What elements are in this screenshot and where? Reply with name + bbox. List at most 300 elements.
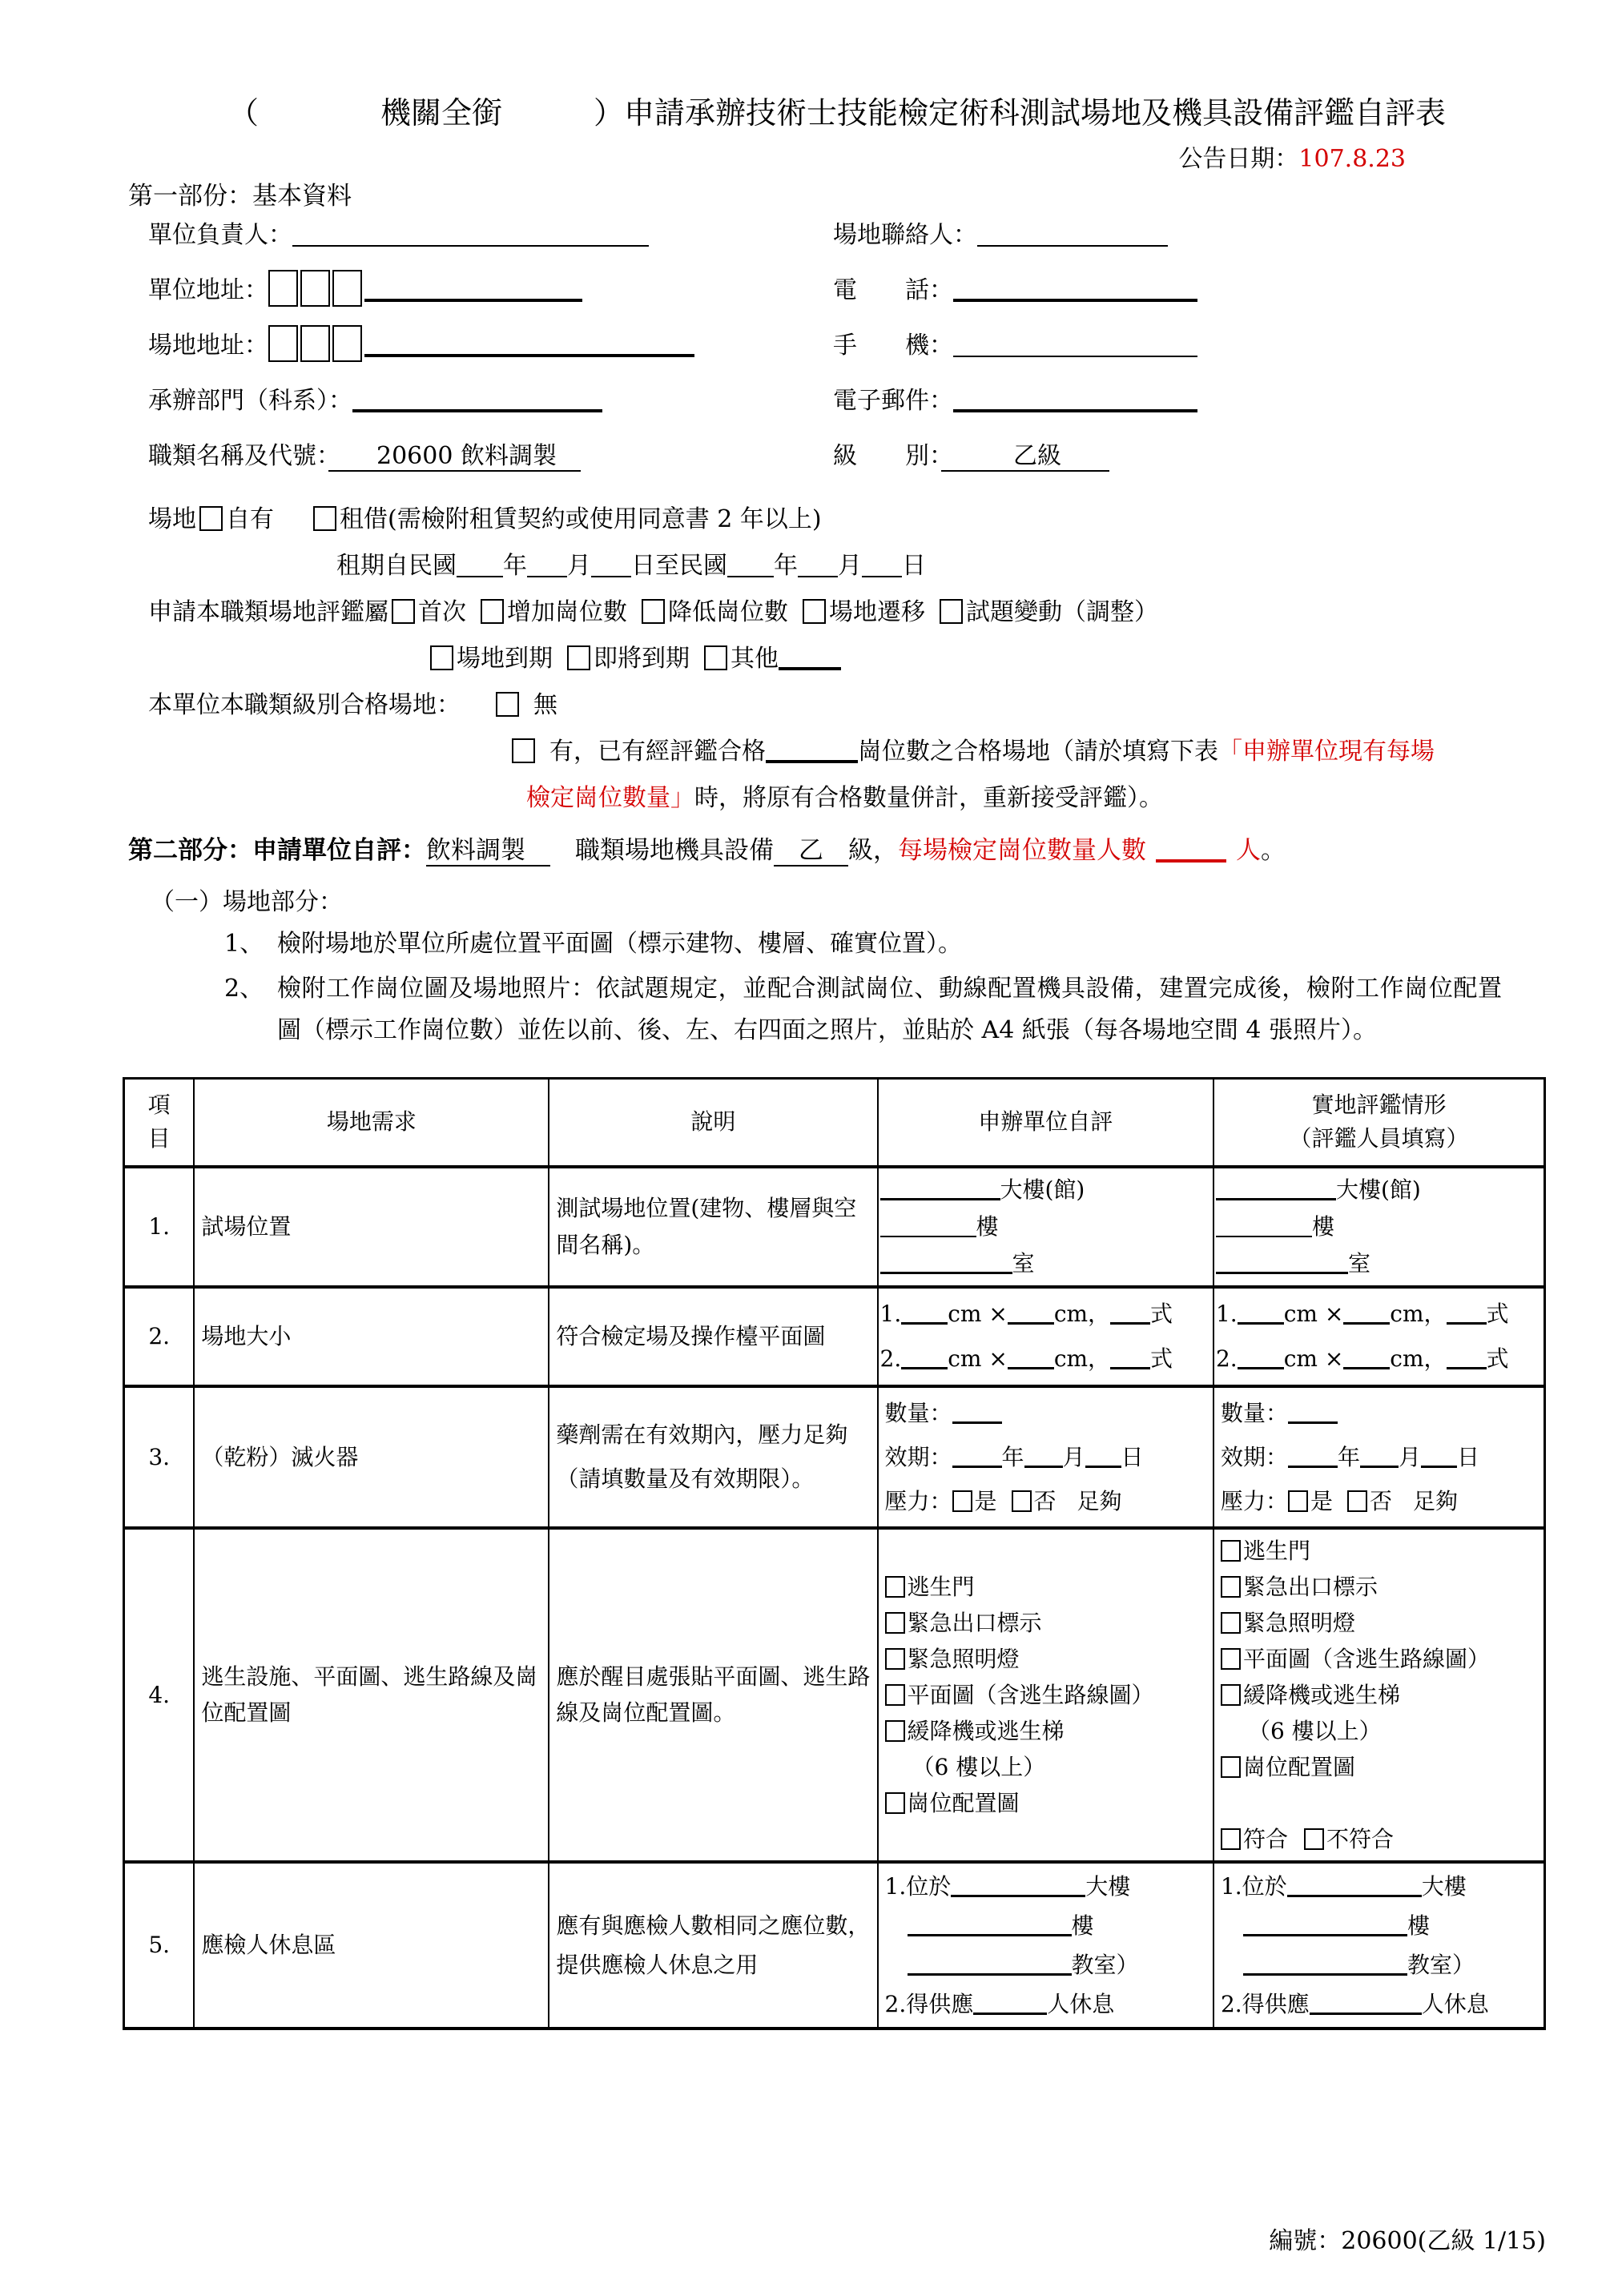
postal-code-box[interactable]	[332, 270, 362, 307]
text: 租期自民國	[336, 552, 457, 580]
form-line	[148, 595, 1546, 630]
blank-field[interactable]	[880, 1215, 976, 1237]
blank-field[interactable]	[1288, 1445, 1338, 1468]
cell-line	[1221, 1713, 1537, 1749]
announce-date-line	[128, 139, 1546, 174]
field-left	[148, 436, 833, 471]
text: 平面圖（含逃生路線圖）	[1242, 1645, 1490, 1672]
column-header: 說明	[549, 1079, 877, 1167]
cell-self-evaluation	[878, 1287, 1213, 1386]
cell-line	[1216, 1337, 1537, 1381]
blank-field[interactable]	[1287, 1874, 1422, 1897]
text: 電子郵件：	[833, 387, 953, 415]
checkbox[interactable]	[885, 1792, 905, 1814]
text: 。	[1261, 836, 1286, 865]
cell-line	[1221, 1605, 1537, 1641]
cell-line	[885, 1984, 1206, 2024]
cell-line	[1221, 1785, 1537, 1821]
table-row	[124, 1862, 1545, 2029]
red-text: 每場檢定崗位數量人數	[898, 836, 1146, 865]
postal-code-box[interactable]	[268, 325, 298, 362]
text: cm，	[1390, 1345, 1447, 1372]
text: 效期：	[1220, 1443, 1288, 1470]
cell-line	[556, 1314, 870, 1359]
text: 場地遷移	[829, 598, 925, 626]
blank-field[interactable]	[766, 736, 858, 763]
cell-line	[1221, 1533, 1537, 1569]
red-text: 人	[1236, 836, 1261, 865]
blank-field[interactable]	[1447, 1346, 1487, 1369]
text: 式	[1486, 1300, 1509, 1327]
text: 月	[1399, 1443, 1422, 1470]
cell-line	[1216, 1292, 1537, 1337]
part1-heading: 第一部份：基本資料	[128, 182, 352, 211]
spacer	[997, 1508, 1012, 1509]
cell-line	[556, 1659, 870, 1731]
checkbox[interactable]	[512, 738, 535, 763]
basic-field-row	[128, 325, 1546, 380]
text: 年	[503, 552, 527, 580]
blank-field[interactable]	[798, 552, 838, 577]
cell-requirement	[194, 1528, 549, 1862]
spacer	[466, 619, 477, 620]
cell-line	[1221, 1984, 1537, 2024]
text: 是	[1310, 1487, 1333, 1514]
checkbox[interactable]	[1221, 1756, 1241, 1778]
text: 職類名稱及代號：	[148, 442, 328, 470]
form-line	[148, 549, 1546, 584]
text: cm，	[1390, 1300, 1447, 1327]
blank-field[interactable]	[901, 1346, 948, 1369]
cell-onsite-evaluation	[1213, 1167, 1545, 1287]
text: 否	[1370, 1487, 1393, 1514]
blank-field[interactable]	[1447, 1301, 1487, 1325]
blank-field[interactable]	[1156, 835, 1226, 863]
blank-field[interactable]	[953, 332, 1197, 357]
cell-line	[885, 1435, 1206, 1479]
text: 不符合	[1326, 1825, 1394, 1852]
text: 大樓(館)	[1000, 1176, 1085, 1203]
cell-line	[885, 1605, 1206, 1641]
text: 1.	[1215, 1300, 1238, 1327]
checkbox[interactable]	[1221, 1828, 1241, 1850]
filled-value: 飲料調製	[426, 836, 550, 865]
text: 年	[1001, 1443, 1024, 1470]
cell-line	[1221, 1906, 1537, 1945]
postal-code-box[interactable]	[268, 270, 298, 307]
text: 職類場地機具設備	[550, 836, 774, 865]
text: 逃生設施、平面圖、逃生路線及崗位配置圖	[201, 1663, 538, 1726]
text: 逃生門	[1242, 1537, 1310, 1564]
text: 符合	[1242, 1825, 1288, 1852]
text: cm ×	[948, 1300, 1008, 1327]
text: 式	[1486, 1345, 1509, 1372]
spacer	[1221, 1810, 1222, 1811]
text: 應於醒目處張貼平面圖、逃生路線及崗位配置圖。	[556, 1663, 871, 1726]
postal-code-box[interactable]	[332, 325, 362, 362]
table-header-row	[124, 1079, 1545, 1167]
row-number: 5.	[124, 1862, 195, 2029]
cell-line	[1221, 1677, 1537, 1713]
postal-code-box[interactable]	[300, 325, 330, 362]
blank-field[interactable]	[1243, 1952, 1407, 1976]
item-text: 檢附工作崗位圖及場地照片：依試題規定，並配合測試崗位、動線配置機具設備，建置完成後，檢附工作崗位配置圖（標示工作崗位數）並佐以前、後、左、右四面之照片，並貼於 A4 紙張（每各場地空間 4 張照片）。	[277, 975, 1502, 1044]
checkbox[interactable]	[496, 692, 519, 717]
table-row	[124, 1287, 1545, 1386]
text: 式	[1150, 1345, 1173, 1372]
form-line	[148, 641, 1546, 677]
text: 首次	[418, 598, 466, 626]
cell-onsite-evaluation	[1213, 1528, 1545, 1862]
text: 降低崗位數	[668, 598, 788, 626]
cell-line	[1221, 1435, 1537, 1479]
checkbox[interactable]	[1288, 1490, 1308, 1512]
text: 平面圖（含逃生路線圖）	[907, 1681, 1154, 1708]
cell-onsite-evaluation	[1213, 1287, 1545, 1386]
cell-self-evaluation	[878, 1386, 1213, 1528]
text: 2.	[879, 1345, 902, 1372]
cell-line	[885, 1749, 1206, 1785]
blank-field[interactable]	[352, 385, 602, 412]
blank-field[interactable]	[952, 1445, 1002, 1468]
text: （6 樓以上）	[1247, 1717, 1382, 1744]
blank-field[interactable]	[951, 1874, 1085, 1897]
cell-line	[885, 1713, 1206, 1749]
checkbox[interactable]	[1347, 1490, 1367, 1512]
text: 數量：	[884, 1399, 952, 1426]
text: 場地大小	[201, 1322, 292, 1349]
cell-requirement	[194, 1167, 549, 1287]
cell-line	[1221, 1945, 1537, 1984]
text: cm，	[1053, 1300, 1111, 1327]
cell-line	[880, 1337, 1206, 1381]
text: 測試場地位置(建物、樓層與空間名稱)。	[556, 1194, 857, 1258]
blank-field[interactable]	[1343, 1301, 1390, 1325]
blank-field[interactable]	[880, 1251, 1012, 1274]
text: 大樓(館)	[1335, 1176, 1421, 1203]
text: 緊急出口標示	[907, 1609, 1042, 1636]
text: 大樓	[1421, 1872, 1467, 1900]
blank-field[interactable]	[527, 552, 567, 577]
text: 場地聯絡人：	[833, 221, 977, 249]
field-right	[833, 215, 1546, 250]
checkbox[interactable]	[481, 599, 504, 624]
text: 否	[1033, 1487, 1057, 1514]
column-header: 項 目	[124, 1079, 195, 1167]
cell-line	[885, 1391, 1206, 1435]
field-right	[833, 436, 1546, 471]
checkbox[interactable]	[392, 599, 415, 624]
spacer	[538, 758, 549, 759]
spacer	[1333, 1508, 1347, 1509]
row-number: 3.	[124, 1386, 195, 1528]
text: （乾粉）滅火器	[201, 1443, 359, 1470]
cell-line	[885, 1945, 1206, 1984]
row-number: 2.	[124, 1287, 195, 1386]
text: 緊急照明燈	[907, 1645, 1020, 1672]
page-footer: 編號：20600(乙級 1/15)	[1269, 2226, 1546, 2255]
text: 1.位於	[884, 1872, 952, 1900]
spacer	[788, 619, 799, 620]
basic-field-row	[128, 380, 1546, 436]
cell-line	[1216, 1172, 1537, 1208]
list-item	[224, 923, 1502, 965]
spacer	[1288, 1846, 1304, 1847]
text: 年	[1337, 1443, 1360, 1470]
checkbox[interactable]	[1221, 1540, 1241, 1562]
checkbox[interactable]	[642, 599, 665, 624]
text: 本單位本職類級別合格場地：	[148, 691, 461, 719]
spacer	[627, 619, 638, 620]
spacer	[1221, 1932, 1243, 1933]
text: 即將到期	[594, 645, 690, 673]
text: 崗位數之合格場地（請於填寫下表	[858, 738, 1218, 766]
cell-line	[885, 1641, 1206, 1677]
blank-field[interactable]	[1360, 1445, 1399, 1468]
cell-line	[556, 1413, 870, 1501]
text: 承辦部門（科系）：	[148, 387, 352, 415]
blank-field[interactable]	[1024, 1445, 1063, 1468]
blank-field[interactable]	[1310, 1992, 1422, 2015]
text: 式	[1150, 1300, 1173, 1327]
text: 場地	[148, 505, 196, 533]
blank-field[interactable]	[1216, 1215, 1312, 1237]
text: cm，	[1053, 1345, 1111, 1372]
text: 壓力：	[884, 1487, 952, 1514]
cell-line	[885, 1677, 1206, 1713]
row-number: 4.	[124, 1528, 195, 1862]
text: 月	[567, 552, 591, 580]
cell-line	[885, 1785, 1206, 1821]
text: 樓	[976, 1212, 999, 1240]
text: 電 話：	[833, 276, 953, 304]
text: 樓	[1311, 1212, 1334, 1240]
blank-field[interactable]	[953, 385, 1197, 412]
text: 足夠	[1413, 1487, 1459, 1514]
part2-heading	[128, 830, 1546, 871]
blank-field[interactable]	[880, 1177, 1000, 1200]
cell-description	[549, 1287, 877, 1386]
checkbox[interactable]	[1221, 1648, 1241, 1670]
blank-field[interactable]	[952, 1401, 1002, 1424]
text: 緊急照明燈	[1242, 1609, 1355, 1636]
checkbox[interactable]	[1221, 1576, 1241, 1598]
table-row	[124, 1528, 1545, 1862]
text: 樓	[1407, 1912, 1430, 1939]
blank-field[interactable]	[727, 552, 774, 577]
blank-field[interactable]	[364, 275, 582, 302]
text: 緊急出口標示	[1242, 1573, 1378, 1600]
checkbox[interactable]	[940, 599, 963, 624]
checkbox[interactable]	[885, 1576, 905, 1598]
checkbox[interactable]	[885, 1684, 905, 1706]
checkbox[interactable]	[1012, 1490, 1032, 1512]
cell-line	[885, 1569, 1206, 1605]
blank-field[interactable]	[953, 275, 1197, 302]
checkbox[interactable]	[1221, 1612, 1241, 1634]
basic-field-row	[128, 270, 1546, 325]
checkbox[interactable]	[803, 599, 826, 624]
blank-field[interactable]	[1216, 1177, 1336, 1200]
blank-field[interactable]	[591, 552, 631, 577]
text: cm ×	[1283, 1300, 1344, 1327]
postal-code-box[interactable]	[300, 270, 330, 307]
cell-line	[880, 1208, 1206, 1245]
basic-field-row	[128, 436, 1546, 491]
blank-field[interactable]	[973, 1992, 1047, 2015]
checkbox[interactable]	[313, 506, 336, 531]
checkbox[interactable]	[199, 506, 223, 531]
checkbox[interactable]	[885, 1648, 905, 1670]
text: 月	[1062, 1443, 1085, 1470]
spacer	[553, 665, 564, 666]
blank-field[interactable]	[779, 643, 841, 670]
basic-field-row	[128, 215, 1546, 270]
blank-field[interactable]	[908, 1952, 1072, 1976]
checkbox[interactable]	[430, 645, 453, 670]
field-right	[833, 325, 1546, 360]
text: 場地地址：	[148, 332, 268, 360]
blank-field[interactable]	[1288, 1401, 1338, 1424]
text: 大樓	[1085, 1872, 1131, 1900]
checkbox[interactable]	[567, 645, 590, 670]
postal-code-boxes[interactable]	[268, 276, 364, 304]
blank-field[interactable]	[292, 221, 649, 247]
text: 時，將原有合格數量併計，重新接受評鑑）。	[694, 784, 1163, 812]
text: 人休息	[1047, 1990, 1115, 2017]
field-left	[148, 325, 833, 362]
cell-requirement	[194, 1287, 549, 1386]
text: 級 別：	[833, 442, 941, 470]
blank-field[interactable]	[1110, 1301, 1150, 1325]
cell-line	[885, 1867, 1206, 1906]
checkbox[interactable]	[704, 645, 727, 670]
field-left	[148, 215, 833, 250]
text: 效期：	[884, 1443, 952, 1470]
spacer	[885, 1932, 908, 1933]
text: 有，已有經評鑑合格	[549, 738, 766, 766]
cell-onsite-evaluation	[1213, 1862, 1545, 2029]
blank-field[interactable]	[901, 1301, 948, 1325]
cell-line	[885, 1906, 1206, 1945]
blank-field[interactable]	[1421, 1445, 1457, 1468]
blank-field[interactable]	[1343, 1346, 1390, 1369]
text: 日至民國	[631, 552, 727, 580]
ownership-and-status-lines	[128, 502, 1546, 816]
checkbox[interactable]	[1221, 1684, 1241, 1706]
text: 2.得供應	[1220, 1990, 1310, 2017]
text: 應有與應檢人數相同之應位數，提供應檢人休息之用	[556, 1912, 871, 1978]
blank-field[interactable]	[1216, 1251, 1348, 1274]
blank-field[interactable]	[1238, 1301, 1284, 1325]
blank-field[interactable]	[1238, 1346, 1284, 1369]
spacer	[885, 1774, 912, 1775]
cell-line	[1216, 1245, 1537, 1282]
blank-field[interactable]	[977, 221, 1168, 247]
text: 增加崗位數	[507, 598, 627, 626]
cell-line	[1221, 1821, 1537, 1857]
checkbox[interactable]	[885, 1612, 905, 1634]
column-header: 場地需求	[194, 1079, 549, 1167]
text: 單位負責人：	[148, 221, 292, 249]
text: 壓力：	[1220, 1487, 1288, 1514]
cell-description	[549, 1862, 877, 2029]
text: 室	[1012, 1249, 1035, 1277]
form-line	[148, 734, 1546, 770]
filled-value: 乙級	[941, 442, 1109, 470]
text: 緩降機或逃生梯	[1242, 1681, 1400, 1708]
text: 樓	[1071, 1912, 1094, 1939]
column-header: 實地評鑑情形 （評鑑人員填寫）	[1213, 1079, 1545, 1167]
text: 人休息	[1421, 1990, 1489, 2017]
announce-date-label: 公告日期：	[1178, 145, 1299, 173]
text: 年	[774, 552, 798, 580]
checkbox[interactable]	[1304, 1828, 1324, 1850]
blank-field[interactable]	[908, 1913, 1072, 1936]
cell-line	[1221, 1867, 1537, 1906]
checkbox[interactable]	[885, 1720, 905, 1742]
cell-line	[1216, 1208, 1537, 1245]
cell-line	[1221, 1569, 1537, 1605]
text: cm ×	[948, 1345, 1008, 1372]
blank-field[interactable]	[1008, 1301, 1054, 1325]
cell-line	[201, 1659, 541, 1731]
text: 崗位配置圖	[1242, 1753, 1355, 1780]
cell-self-evaluation	[878, 1862, 1213, 2029]
blank-field[interactable]	[862, 552, 902, 577]
announce-date-value: 107.8.23	[1298, 145, 1406, 173]
cell-line	[1221, 1479, 1537, 1523]
cell-description	[549, 1386, 877, 1528]
text: 自有	[226, 505, 274, 533]
text: （6 樓以上）	[912, 1753, 1046, 1780]
form-line	[148, 781, 1546, 816]
spacer	[1392, 1508, 1413, 1509]
checkbox[interactable]	[952, 1490, 972, 1512]
text: 教室）	[1071, 1951, 1139, 1978]
item-number: 1、	[224, 930, 264, 958]
blank-field[interactable]	[1243, 1913, 1407, 1936]
blank-field[interactable]	[1085, 1445, 1121, 1468]
blank-field[interactable]	[457, 552, 503, 577]
text: 其他	[731, 645, 779, 673]
page-title: （ 機關全銜 ）申請承辦技術士技能檢定術科測試場地及機具設備評鑑自評表	[227, 95, 1446, 131]
evaluation-table	[123, 1077, 1546, 2030]
text: 手 機：	[833, 332, 953, 360]
blank-field[interactable]	[364, 330, 694, 357]
postal-code-boxes[interactable]	[268, 332, 364, 360]
cell-line	[556, 1906, 870, 1984]
field-right	[833, 380, 1546, 416]
text: 藥劑需在有效期內，壓力足夠（請填數量及有效期限）。	[556, 1421, 848, 1492]
text: 應檢人休息區	[201, 1932, 336, 1958]
cell-requirement	[194, 1862, 549, 2029]
text: 申請本職類場地評鑑屬	[148, 598, 388, 626]
blank-field[interactable]	[1008, 1346, 1054, 1369]
blank-field[interactable]	[1110, 1346, 1150, 1369]
text: 場地到期	[457, 645, 553, 673]
cell-line	[201, 1208, 541, 1245]
text: 數量：	[1220, 1399, 1288, 1426]
spacer	[522, 712, 533, 713]
field-left	[148, 270, 833, 307]
cell-line	[1221, 1391, 1537, 1435]
cell-line	[201, 1314, 541, 1359]
text: 緩降機或逃生梯	[907, 1717, 1065, 1744]
filled-value: 乙	[774, 836, 848, 865]
form-line	[148, 502, 1546, 537]
spacer	[461, 712, 493, 713]
